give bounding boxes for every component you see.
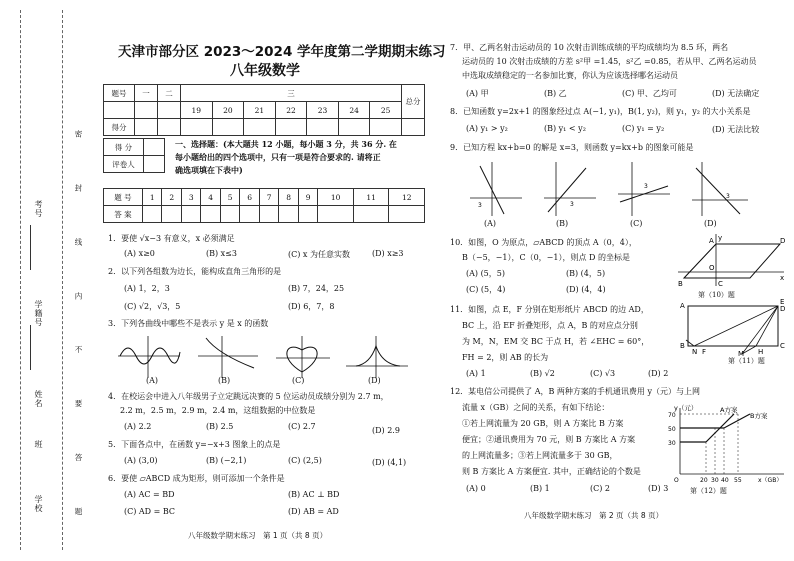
q9-label-c[interactable]: (C) [630,219,643,228]
answer-num-8: 8 [279,189,298,206]
answer-num-12: 12 [389,189,425,206]
q7-stem-2: 运动员的 10 次射击成绩的方差 s²甲 =1.45，s²乙 =0.85，若从甲、乙两名运动员 [462,57,757,66]
answer-num-3: 3 [181,189,200,206]
total-score-header: 总分 [402,85,425,119]
answer-cell-9[interactable] [298,206,317,223]
q7-opt-d[interactable]: (D) 无法确定 [712,89,760,98]
q1-opt-d[interactable]: (D) x≥3 [372,249,404,258]
q12-caption: 第（12）题 [690,487,727,495]
q9-graphs [470,160,770,218]
q6-opt-c[interactable]: (C) AD = BC [124,507,176,516]
q11-stem-1: 11．如图，点 E，F 分别在矩形纸片 ABCD 的边 AD， [450,305,649,314]
q5-opt-d[interactable]: (D) (4,1) [372,458,407,467]
col-two: 二 [158,85,181,102]
q11-opt-a[interactable]: (A) 1 [466,369,486,378]
svg-text:E: E [780,298,785,306]
svg-text:H: H [758,348,764,356]
q3-graph-c [276,336,330,378]
q6-stem: 6．要使 ▱ABCD 成为矩形，则可添加一个条件是 [108,474,285,483]
q11-stem-3: 为 M，N，EM 交 BC 于点 H，若 ∠EHC = 60°， [462,337,650,346]
q8-opt-d[interactable]: (D) 无法比较 [712,125,760,134]
q2-opt-d[interactable]: (D) 6，7，8 [288,302,335,311]
student-id-label: 学籍号 [34,300,43,327]
q7-opt-c[interactable]: (C) 甲、乙均可 [622,89,677,98]
section1-intro-3: 确选项填在下表中) [175,165,243,175]
q3-graph-b [198,336,258,378]
q12-xtick-20: 20 [700,477,708,484]
q6-opt-a[interactable]: (A) AC = BD [124,490,175,499]
answer-num-1: 1 [143,189,162,206]
q12-opt-d[interactable]: (D) 3 [648,484,669,493]
q3-graph-d [346,336,408,378]
svg-text:D: D [780,237,786,245]
score-cell[interactable] [275,119,307,136]
q4-opt-c[interactable]: (C) 2.7 [288,422,316,431]
q12-xtick-40: 40 [721,477,729,484]
q9-graph-c [618,162,670,216]
seal-line-text: 密 封 线 内 不 要 答 题 [74,130,83,537]
q3-label-c[interactable]: (C) [292,376,305,385]
answer-cell-6[interactable] [240,206,259,223]
sub-21: 21 [244,102,276,119]
exam-number-label: 考号 [34,200,43,218]
row-label-defen: 得分 [104,119,135,136]
q9-graph-a [470,162,522,216]
q10-opt-d[interactable]: (D) (4，4) [566,285,606,294]
q3-graph-a [118,336,180,378]
svg-text:A: A [680,302,685,310]
q12-stem-4: 便宜；②通讯费用为 70 元，则 B 方案比 A 方案 [462,435,636,444]
q9-label-a[interactable]: (A) [484,219,497,228]
answer-cell-3[interactable] [181,206,200,223]
q12-stem-3: ①若上网流量为 20 GB，则 A 方案比 B 方案 [462,419,624,428]
answer-cell-12[interactable] [389,206,425,223]
q4-opt-d[interactable]: (D) 2.9 [372,426,400,435]
answer-cell-7[interactable] [259,206,278,223]
q11-opt-b[interactable]: (B) √2 [530,369,555,378]
q10-caption: 第（10）题 [698,291,735,299]
q7-stem-3: 中选取成绩稳定的一名参加比赛，你认为应该选择哪名运动员 [462,71,678,80]
score-label: 得 分 [104,139,144,156]
col-three: 三 [181,85,402,102]
q2-opt-b[interactable]: (B) 7，24，25 [288,284,345,293]
svg-text:C: C [780,342,785,350]
q7-opt-b[interactable]: (B) 乙 [544,89,567,98]
q12-ytick-70: 70 [668,412,676,419]
svg-text:x: x [780,274,785,282]
answer-row-label: 题 号 [104,189,143,206]
answer-num-7: 7 [259,189,278,206]
q12-y-unit: y（元） [674,404,698,412]
q2-opt-a[interactable]: (A) 1，2，3 [124,284,170,293]
q10-stem-1: 10．如图，O 为原点，▱ABCD 的顶点 A（0，4）， [450,238,637,247]
sub-24: 24 [338,102,370,119]
q9-label-b[interactable]: (B) [556,219,569,228]
q9-label-d[interactable]: (D) [704,219,717,228]
q12-graph [660,404,790,484]
q11-stem-2: BC 上，沿 EF 折叠矩形，点 A，B 的对应点分别 [462,321,638,330]
row-label-tihao: 题号 [104,85,135,102]
score-cell[interactable] [338,119,370,136]
footer-page-2: 八年级数学期末练习 第 2 页（共 8 页） [524,511,664,520]
answer-num-5: 5 [220,189,239,206]
q9-graph-b [544,162,596,216]
grader-label: 评卷人 [104,156,144,173]
sub-19: 19 [181,102,213,119]
q3-label-b[interactable]: (B) [218,376,231,385]
section1-intro-2: 每小题给出的四个选项中，只有一项是符合要求的. 请将正 [175,152,381,162]
q12-x-unit: x（GB） [758,477,783,484]
section1-intro-1: 一、选择题：(本大题共 12 小题，每小题 3 分，共 36 分. 在 [175,139,397,149]
sub-20: 20 [212,102,244,119]
score-cell[interactable] [181,119,213,136]
q12-ytick-50: 50 [668,426,676,433]
svg-text:M: M [738,350,745,356]
q11-caption: 第（11）题 [728,357,765,365]
q10-opt-a[interactable]: (A) (5，5) [466,269,505,278]
svg-text:3: 3 [570,201,574,208]
answer-cell-5[interactable] [220,206,239,223]
exam-title: 天津市部分区 2023～2024 学年度第二学期期末练习 [118,44,446,60]
q8-stem: 8．已知函数 y=2x+1 的图象经过点 A(−1, y₁)，B(1, y₂)，则 y₁，y₂ 的大小关系是 [450,107,751,116]
q12-xtick-30: 30 [711,477,719,484]
answer-num-9: 9 [298,189,317,206]
q11-figure [680,296,788,356]
q9-stem: 9．已知方程 kx+b=0 的解是 x=3，则函数 y=kx+b 的图象可能是 [450,143,694,152]
q8-opt-b[interactable]: (B) y₁ < y₂ [544,124,586,133]
q9-graph-d [692,162,748,216]
q6-opt-b[interactable]: (B) AC ⊥ BD [288,490,340,499]
score-cell[interactable] [244,119,276,136]
q12-origin: O [674,477,679,484]
svg-text:B: B [678,280,683,288]
q10-figure [676,232,786,288]
q11-opt-c[interactable]: (C) √3 [590,369,616,378]
q5-opt-a[interactable]: (A) (3,0) [124,456,158,465]
q10-opt-c[interactable]: (C) (5，4) [466,285,506,294]
q12-opt-c[interactable]: (C) 2 [590,484,610,493]
q3-label-a[interactable]: (A) [146,376,159,385]
q4-opt-b[interactable]: (B) 2.5 [206,422,234,431]
answer-cell-4[interactable] [201,206,220,223]
score-cell[interactable] [158,119,181,136]
grader-box [103,138,165,173]
svg-text:3: 3 [478,202,482,209]
q12-ytick-30: 30 [668,440,676,447]
q1-stem: 1．要使 √x−3 有意义，x 必须满足 [108,234,235,243]
q8-opt-c[interactable]: (C) y₁ = y₂ [622,124,665,133]
svg-text:B: B [680,342,685,350]
score-cell[interactable] [370,119,402,136]
score-cell[interactable] [402,119,425,136]
q10-opt-b[interactable]: (B) (4，5) [566,269,606,278]
answer-table [103,188,425,223]
answer-num-4: 4 [201,189,220,206]
exam-subtitle: 八年级数学 [230,63,300,79]
answer-cell-10[interactable] [318,206,354,223]
q8-opt-a[interactable]: (A) y₁ > y₂ [466,124,508,133]
q12-opt-a[interactable]: (A) 0 [466,484,486,493]
q7-opt-a[interactable]: (A) 甲 [466,89,489,98]
answer-cell-2[interactable] [162,206,181,223]
q1-opt-a[interactable]: (A) x≥0 [124,249,155,258]
score-table [103,84,425,136]
q10-stem-2: B（−5，−1），C（0，−1），则点 D 的坐标是 [462,253,630,262]
q6-opt-d[interactable]: (D) AB = AD [288,507,339,516]
q11-opt-d[interactable]: (D) 2 [648,369,669,378]
class-label: 班 [34,440,43,449]
binding-margin [0,0,100,561]
svg-text:3: 3 [726,193,730,200]
q12-stem-6: 则 B 方案比 A 方案便宜. 其中，正确结论的个数是 [462,467,641,476]
col-one: 一 [135,85,158,102]
footer-page-1: 八年级数学期末练习 第 1 页（共 8 页） [188,531,328,540]
svg-text:3: 3 [644,183,648,190]
q4-stem-2: 2.2 m，2.5 m，2.9 m，2.4 m，这组数据的中位数是 [120,406,316,415]
q3-label-d[interactable]: (D) [368,376,381,385]
grader-blank[interactable] [144,156,165,173]
answer-cell-1[interactable] [143,206,162,223]
svg-text:D: D [780,305,786,313]
score-blank[interactable] [144,139,165,156]
svg-text:O: O [709,264,715,272]
score-cell[interactable] [212,119,244,136]
q4-opt-a[interactable]: (A) 2.2 [124,422,152,431]
answer-num-6: 6 [240,189,259,206]
score-cell[interactable] [135,119,158,136]
sub-25: 25 [370,102,402,119]
q12-xtick-55: 55 [734,477,742,484]
q12-series-a: A方案 [720,406,738,414]
q11-stem-4: FH = 2，则 AB 的长为 [462,353,549,362]
answer-num-2: 2 [162,189,181,206]
svg-text:F: F [702,348,707,356]
q12-line-b [724,414,750,428]
answer-num-10: 10 [318,189,354,206]
q12-stem-5: 的上网流量多；③若上网流量多于 30 GB， [462,451,618,460]
q12-stem-2: 流量 x（GB）之间的关系，有如下结论： [462,403,610,412]
svg-text:C: C [718,280,723,288]
name-label: 姓名 [34,390,43,408]
svg-text:N: N [692,348,698,356]
q1-opt-b[interactable]: (B) x≤3 [206,249,237,258]
q12-stem-1: 12．某电信公司提供了 A，B 两种方案的手机通讯费用 y（元）与上网 [450,387,700,396]
q2-stem: 2．以下列各组数为边长，能构成直角三角形的是 [108,267,282,276]
answer-cell-8[interactable] [279,206,298,223]
answer-num-11: 11 [353,189,389,206]
svg-text:y: y [718,234,723,242]
score-cell[interactable] [307,119,339,136]
q1-opt-c[interactable]: (C) x 为任意实数 [288,250,350,259]
q5-stem: 5．下面各点中，在函数 y=−x+3 图象上的点是 [108,440,281,449]
q5-opt-c[interactable]: (C) (2,5) [288,456,322,465]
q2-opt-c[interactable]: (C) √2，√3，5 [124,302,181,311]
svg-text:A: A [709,237,714,245]
q12-opt-b[interactable]: (B) 1 [530,484,550,493]
q4-stem-1: 4．在校运会中进入八年级男子立定跳远决赛的 5 位运动员成绩分别为 2.7 m， [108,392,389,401]
q12-series-b: B方案 [750,412,768,420]
q7-stem-1: 7．甲、乙两名射击运动员的 10 次射击训练成绩的平均成绩均为 8.5 环，两名 [450,43,729,52]
answer-cell-11[interactable] [353,206,389,223]
q3-stem: 3．下列各曲线中哪些不是表示 y 是 x 的函数 [108,319,269,328]
answer-row2-label: 答 案 [104,206,143,223]
sub-23: 23 [307,102,339,119]
school-label: 学校 [34,495,43,513]
q5-opt-b[interactable]: (B) (−2,1) [206,456,247,465]
sub-22: 22 [275,102,307,119]
